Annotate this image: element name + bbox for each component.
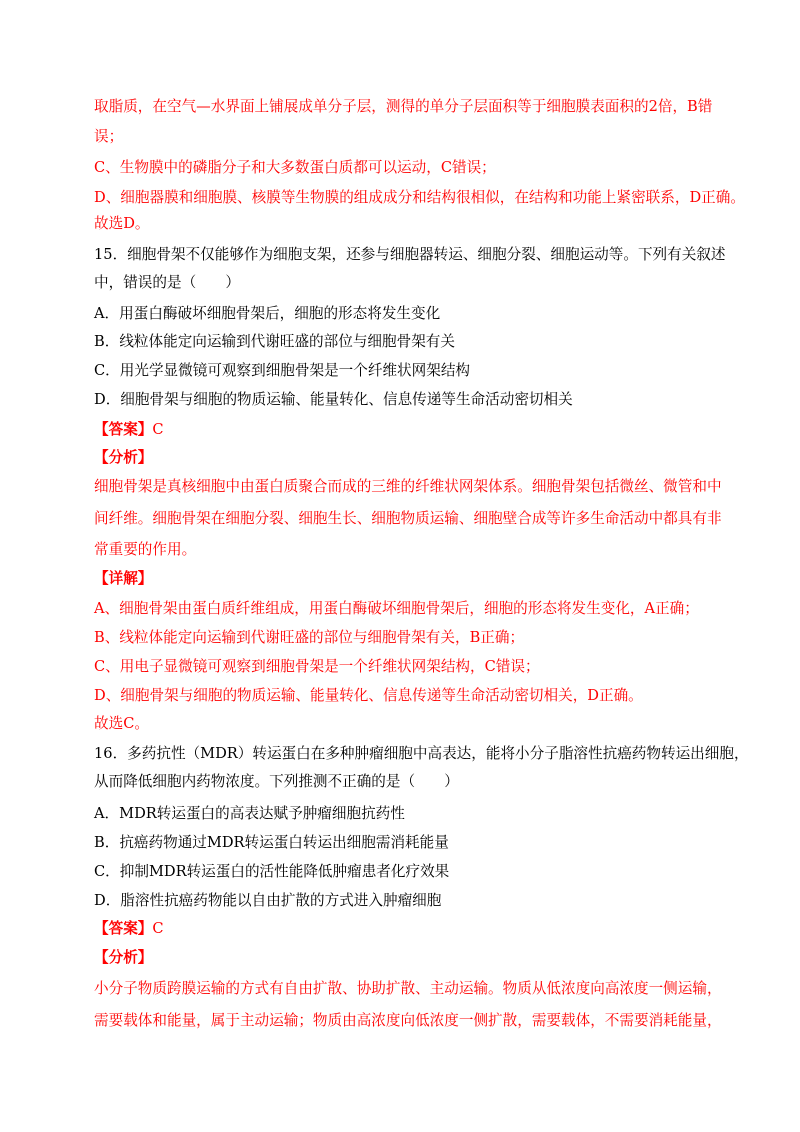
detail-option-d-line: D、细胞骨架与细胞的物质运输、能量转化、信息传递等生命活动密切相关，D正确。 (94, 687, 643, 704)
answer-tag: 【答案】 (94, 421, 153, 438)
detail-option-c-line: C、用电子显微镜可观察到细胞骨架是一个纤维状网架结构，C错误； (94, 658, 540, 675)
question-15-stem-continued: 中，错误的是（ ） (94, 274, 240, 291)
question-15-option-c: C．用光学显微镜可观察到细胞骨架是一个纤维状网架结构 (94, 362, 471, 379)
question-15-option-b: B．线粒体能定向运输到代谢旺盛的部位与细胞骨架有关 (94, 333, 455, 350)
question-16-option-b: B．抗癌药物通过MDR转运蛋白转运出细胞需消耗能量 (94, 834, 449, 851)
analysis-text-line: 间纤维。细胞骨架在细胞分裂、细胞生长、细胞物质运输、细胞壁合成等许多生命活动中都具有非 (94, 510, 722, 527)
answer-choice-line: 故选D。 (94, 215, 150, 232)
detail-option-b-line: B、线粒体能定向运输到代谢旺盛的部位与细胞骨架有关，B正确； (94, 629, 525, 646)
answer-choice-line: 故选C。 (94, 715, 149, 732)
analysis-text-line: 小分子物质跨膜运输的方式有自由扩散、协助扩散、主动运输。物质从低浓度向高浓度一侧运输， (94, 980, 722, 997)
analysis-text-line: 细胞骨架是真核细胞中由蛋白质聚合而成的三维的纤维状网架体系。细胞骨架包括微丝、微管和中 (94, 478, 722, 495)
question-16-option-d: D．脂溶性抗癌药物能以自由扩散的方式进入肿瘤细胞 (94, 892, 442, 909)
analysis-text-line: 取脂质，在空气—水界面上铺展成单分子层，测得的单分子层面积等于细胞膜表面积的2倍，B错 (94, 98, 713, 115)
detail-heading: 【详解】 (94, 570, 153, 587)
answer-line (94, 918, 164, 940)
analysis-text-line: 常重要的作用。 (94, 541, 197, 558)
answer-value: C (152, 421, 164, 438)
question-16-option-a: A．MDR转运蛋白的高表达赋予肿瘤细胞抗药性 (94, 805, 405, 822)
answer-tag: 【答案】 (94, 920, 153, 937)
analysis-heading: 【分析】 (94, 949, 153, 966)
question-15-option-d: D．细胞骨架与细胞的物质运输、能量转化、信息传递等生命活动密切相关 (94, 391, 573, 408)
question-16-stem-continued: 从而降低细胞内药物浓度。下列推测不正确的是（ ） (94, 773, 459, 790)
question-15-option-a: A．用蛋白酶破坏细胞骨架后，细胞的形态将发生变化 (94, 305, 441, 322)
detail-option-a-line: A、细胞骨架由蛋白质纤维组成，用蛋白酶破坏细胞骨架后，细胞的形态将发生变化，A正确； (94, 600, 699, 617)
question-16-stem: 16．多药抗性（MDR）转运蛋白在多种肿瘤细胞中高表达，能将小分子脂溶性抗癌药物转运出细胞， (94, 745, 749, 762)
analysis-text-line: 需要载体和能量，属于主动运输；物质由高浓度向低浓度一侧扩散，需要载体，不需要消耗能量， (94, 1012, 722, 1029)
question-16-option-c: C．抑制MDR转运蛋白的活性能降低肿瘤患者化疗效果 (94, 863, 450, 880)
question-15-stem: 15．细胞骨架不仅能够作为细胞支架，还参与细胞器转运、细胞分裂、细胞运动等。下列有关叙述 (94, 246, 726, 263)
analysis-text-line: 误； (94, 128, 124, 145)
answer-value: C (152, 920, 164, 937)
analysis-heading: 【分析】 (94, 449, 153, 466)
answer-line (94, 419, 164, 441)
analysis-option-c-line: C、生物膜中的磷脂分子和大多数蛋白质都可以运动，C错误； (94, 159, 496, 176)
analysis-option-d-line: D、细胞器膜和细胞膜、核膜等生物膜的组成成分和结构很相似，在结构和功能上紧密联系，D正确。 (94, 189, 745, 206)
